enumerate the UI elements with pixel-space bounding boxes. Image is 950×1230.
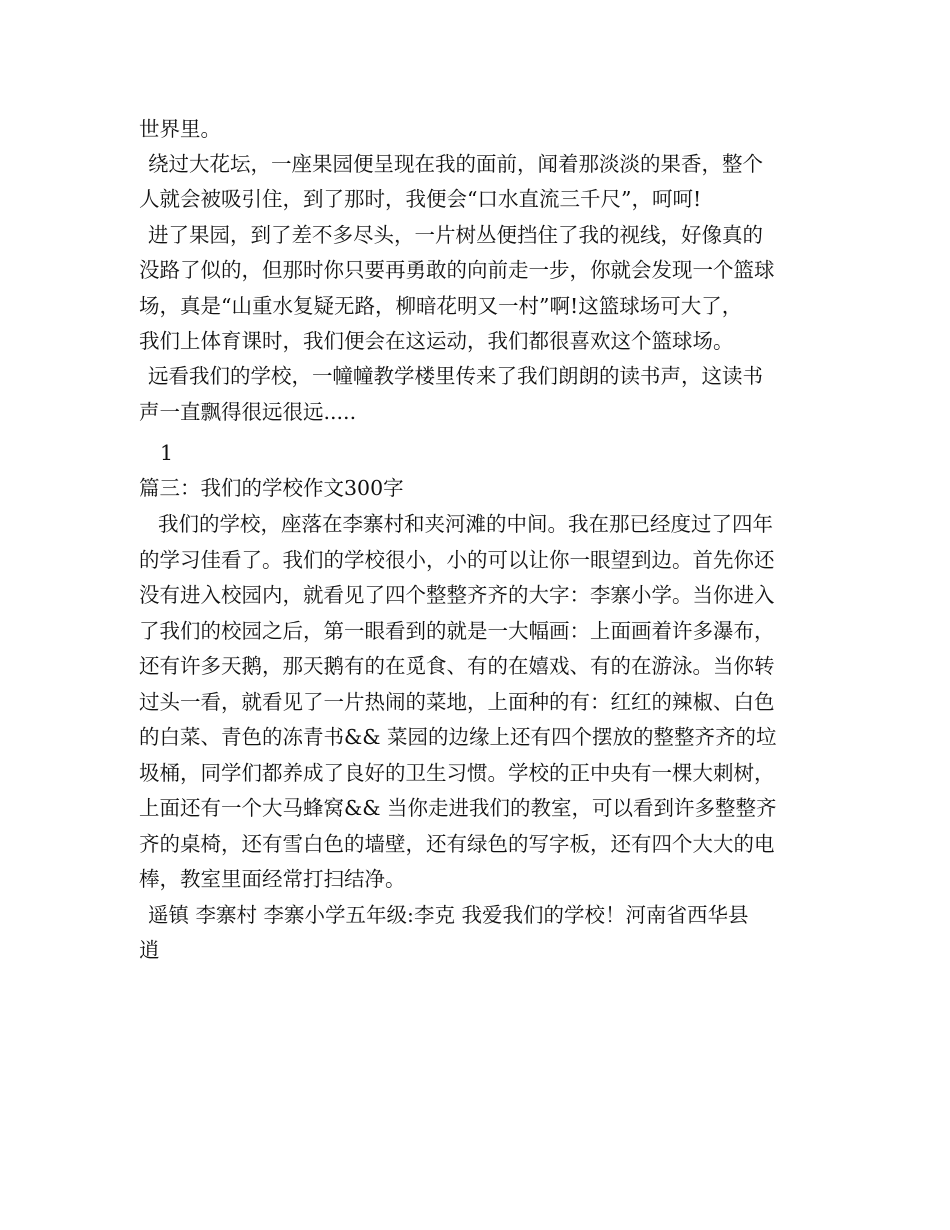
text-line: 进了果园，到了差不多尽头，一片树丛便挡住了我的视线，好像真的 bbox=[148, 223, 763, 247]
text-line: 过头一看，就看见了一片热闹的菜地，上面种的有：红红的辣椒、白色 bbox=[139, 690, 775, 714]
text-line: 远看我们的学校，一幢幢教学楼里传来了我们朗朗的读书声，这读书 bbox=[148, 364, 763, 388]
page-number: 1 bbox=[160, 441, 174, 465]
text-line: 的学习佳看了。我们的学校很小，小的可以让你一眼望到边。首先你还 bbox=[139, 548, 775, 572]
text-line: 我们的学校，座落在李寨村和夹河滩的中间。我在那已经度过了四年 bbox=[158, 512, 773, 536]
text-line: 我们上体育课时，我们便会在这运动，我们都很喜欢这个篮球场。 bbox=[139, 329, 734, 353]
text-line: 还有许多天鹅，那天鹅有的在觅食、有的在嬉戏、有的在游泳。当你转 bbox=[139, 654, 775, 678]
text-line: 绕过大花坛，一座果园便呈现在我的面前，闻着那淡淡的果香，整个 bbox=[148, 152, 763, 176]
text-line: 齐的桌椅，还有雪白色的墙壁，还有绿色的写字板，还有四个大大的电 bbox=[139, 832, 775, 856]
text-line: 的白菜、青色的冻青书&& 菜园的边缘上还有四个摆放的整整齐齐的垃 bbox=[139, 725, 777, 749]
text-line: 世界里。 bbox=[139, 117, 221, 141]
text-line: 逍 bbox=[139, 938, 160, 962]
text-line: 遥镇 李寨村 李寨小学五年级:李克 我爱我们的学校！河南省西华县 bbox=[148, 903, 749, 927]
text-line: 没有进入校园内，就看见了四个整整齐齐的大字：李寨小学。当你进入 bbox=[139, 583, 775, 607]
text-line: 上面还有一个大马蜂窝&& 当你走进我们的教室，可以看到许多整整齐 bbox=[139, 796, 777, 820]
text-line: 了我们的校园之后，第一眼看到的就是一大幅画：上面画着许多瀑布， bbox=[139, 619, 775, 643]
text-line: 人就会被吸引住，到了那时，我便会“口水直流三千尺”，呵呵! bbox=[139, 187, 702, 211]
text-line: 场，真是“山重水复疑无路，柳暗花明又一村”啊!这篮球场可大了， bbox=[139, 294, 743, 318]
text-line: 圾桶，同学们都养成了良好的卫生习惯。学校的正中央有一棵大刺树， bbox=[139, 761, 775, 785]
text-line: 声一直飘得很远很远..... bbox=[139, 400, 357, 424]
section-heading: 篇三：我们的学校作文300字 bbox=[139, 476, 404, 500]
text-line: 棒，教室里面经常打扫结净。 bbox=[139, 867, 406, 891]
text-line: 没路了似的，但那时你只要再勇敢的向前走一步，你就会发现一个篮球 bbox=[139, 258, 775, 282]
